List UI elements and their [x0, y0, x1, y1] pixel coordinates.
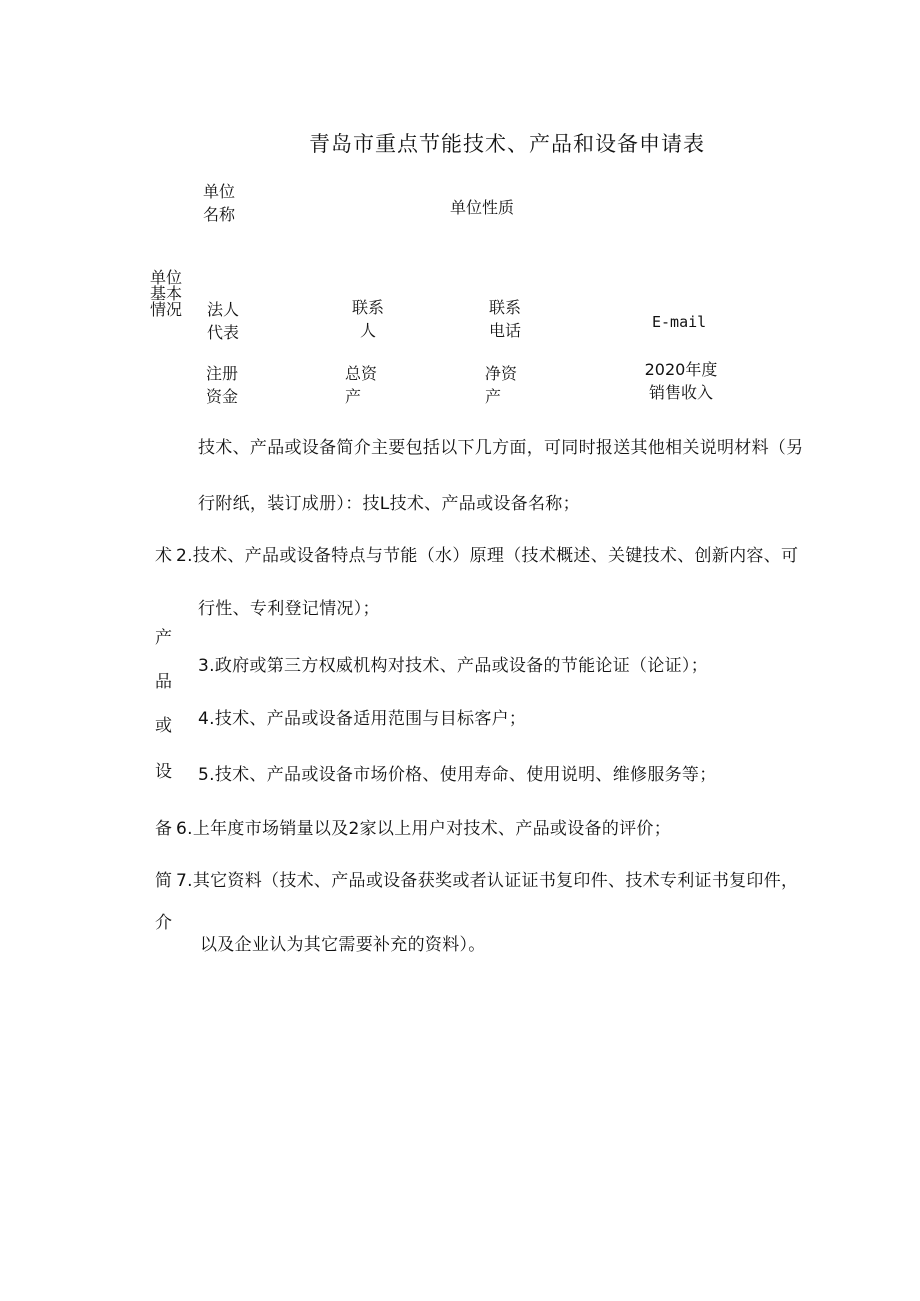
intro-side-char: 介	[155, 913, 172, 933]
label-email: E-mail	[652, 313, 707, 331]
intro-line: 以及企业认为其它需要补充的资料）。	[200, 935, 486, 955]
intro-side-char: 术	[155, 546, 172, 566]
intro-line: 行性、专利登记情况）；	[198, 599, 380, 619]
intro-line: 4.技术、产品或设备适用范围与目标客户；	[198, 709, 527, 729]
intro-side-char: 或	[155, 716, 172, 736]
label-total-assets: 总资 产	[345, 364, 378, 406]
intro-side-char: 简	[155, 871, 172, 891]
form-title: 青岛市重点节能技术、产品和设备申请表	[309, 132, 705, 156]
section-label-basic-info: 单位 基本 情况	[150, 268, 183, 319]
intro-side-char: 产	[155, 628, 172, 648]
label-contact-person: 联系 人	[351, 298, 384, 340]
intro-side-char: 备	[155, 819, 172, 839]
intro-line: 6.上年度市场销量以及2家以上用户对技术、产品或设备的评价；	[176, 819, 672, 839]
label-registered-capital: 注册 资金	[206, 364, 239, 406]
intro-line: 行附纸，装订成册）：技L技术、产品或设备名称；	[198, 494, 580, 514]
label-unit-name: 单位 名称	[203, 182, 236, 224]
intro-line: 3.政府或第三方权威机构对技术、产品或设备的节能论证（论证）；	[198, 656, 709, 676]
intro-line: 5.技术、产品或设备市场价格、使用寿命、使用说明、维修服务等；	[198, 765, 717, 785]
intro-line: 7.其它资料（技术、产品或设备获奖或者认证证书复印件、技术专利证书复印件，	[176, 871, 799, 891]
intro-line: 2.技术、产品或设备特点与节能（水）原理（技术概述、关键技术、创新内容、可	[176, 546, 799, 566]
intro-side-char: 品	[155, 672, 172, 692]
label-unit-nature: 单位性质	[450, 198, 515, 217]
intro-side-char: 设	[155, 762, 172, 782]
label-contact-phone: 联系 电话	[489, 298, 522, 340]
label-legal-rep: 法人 代表	[207, 300, 240, 342]
label-sales-revenue: 2020年度 销售收入	[644, 360, 718, 402]
intro-line: 技术、产品或设备简介主要包括以下几方面，可同时报送其他相关说明材料（另	[198, 438, 804, 458]
label-net-assets: 净资 产	[485, 364, 518, 406]
